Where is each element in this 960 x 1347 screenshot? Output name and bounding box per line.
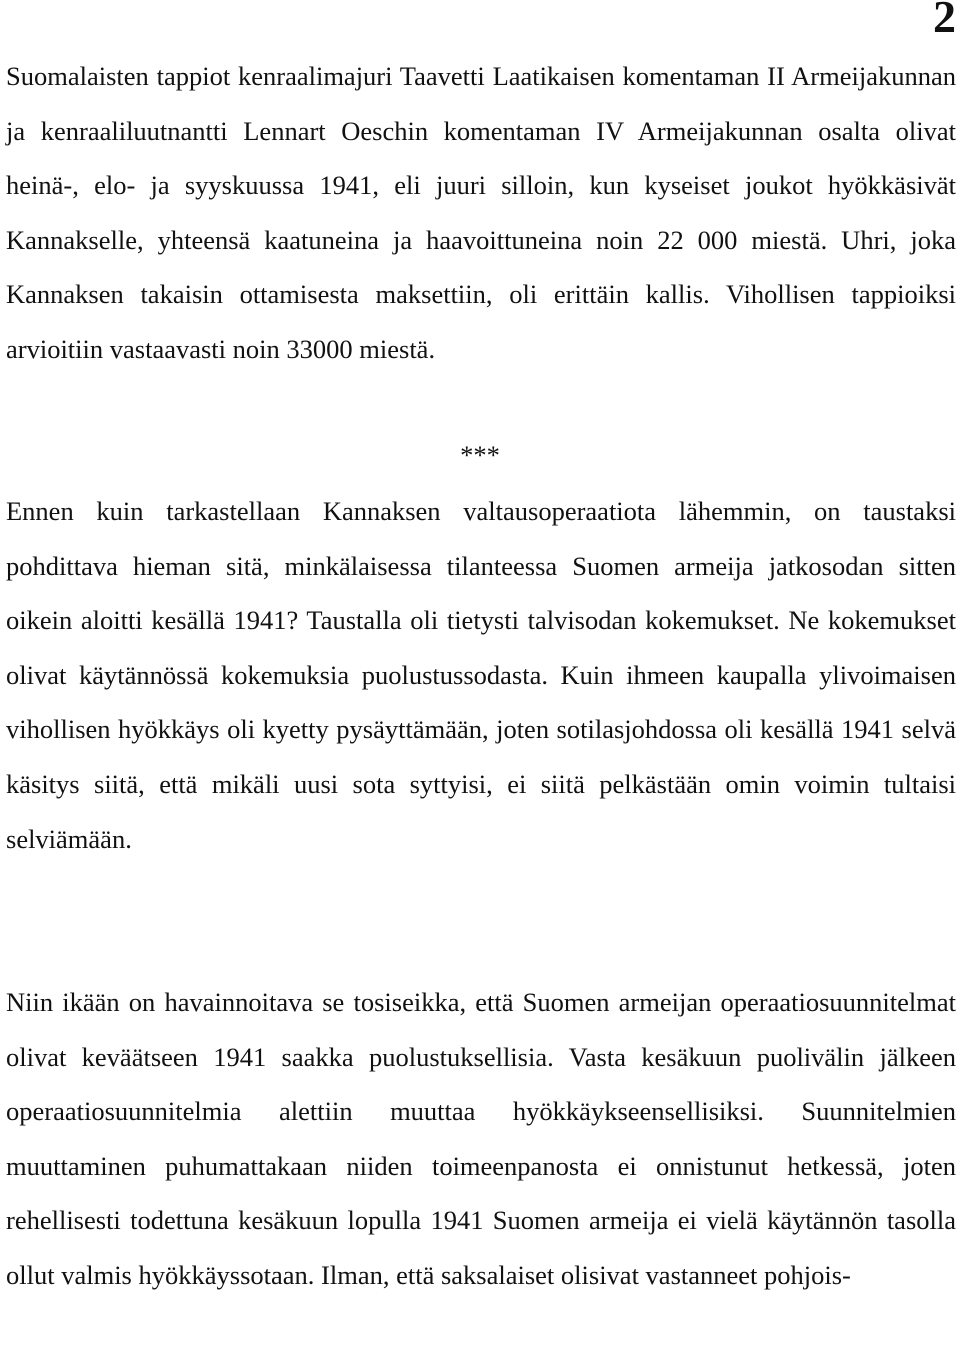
paragraph-background: Ennen kuin tarkastellaan Kannaksen valtausoperaatiota lähemmin, on taustaksi pohdittava hieman sitä, minkälaisessa tilanteessa Suomen armeija jatkosodan sitten oikein aloitti kesällä 1941? Taustalla oli tietysti talvisodan kokemukset. Ne kokemukset olivat käytännössä kokemuksia puolustussodasta. Kuin ihmeen kaupalla ylivoimaisen vihollisen hyökkäys oli kyetty pysäyttämään, joten sotilasjohdossa oli kesällä 1941 selvä käsitys siitä, että mikäli uusi sota syttyisi, ei siitä pelkästään omin voimin tultaisi selviämään. [6,496,956,854]
paragraph-losses: Suomalaisten tappiot kenraalimajuri Taavetti Laatikaisen komentaman II Armeijakunnan ja kenraaliluutnantti Lennart Oeschin komentaman IV Armeijakunnan osalta olivat heinä-, elo- ja syyskuussa 1941, eli juuri silloin, kun kyseiset joukot hyökkäsivät Kannakselle, yhteensä kaatuneina ja haavoittuneina noin 22 000 miestä. Uhri, joka Kannaksen takaisin ottamisesta maksettiin, oli erittäin kallis. Vihollisen tappioiksi arvioitiin vastaavasti noin 33000 miestä. [6,61,956,364]
page-number: 2 [933,0,956,42]
paragraph-operation-plans: Niin ikään on havainnoitava se tosiseikka, että Suomen armeijan operaatiosuunnitelmat olivat keväätseen 1941 saakka puolustuksellisia. Vasta kesäkuun puolivälin jälkeen operaatiosuunnitelmia alettiin muuttaa hyökkäykseensellisiksi. Suunnitelmien muuttaminen puhumattakaan niiden toimeenpanosta ei onnistunut hetkessä, joten rehellisesti todettuna kesäkuun lopulla 1941 Suomen armeija ei vielä käytännön tasolla ollut valmis hyökkäyssotaan. Ilman, että saksalaiset olisivat vastanneet pohjois- [6,987,956,1290]
section-separator: *** [460,440,500,470]
